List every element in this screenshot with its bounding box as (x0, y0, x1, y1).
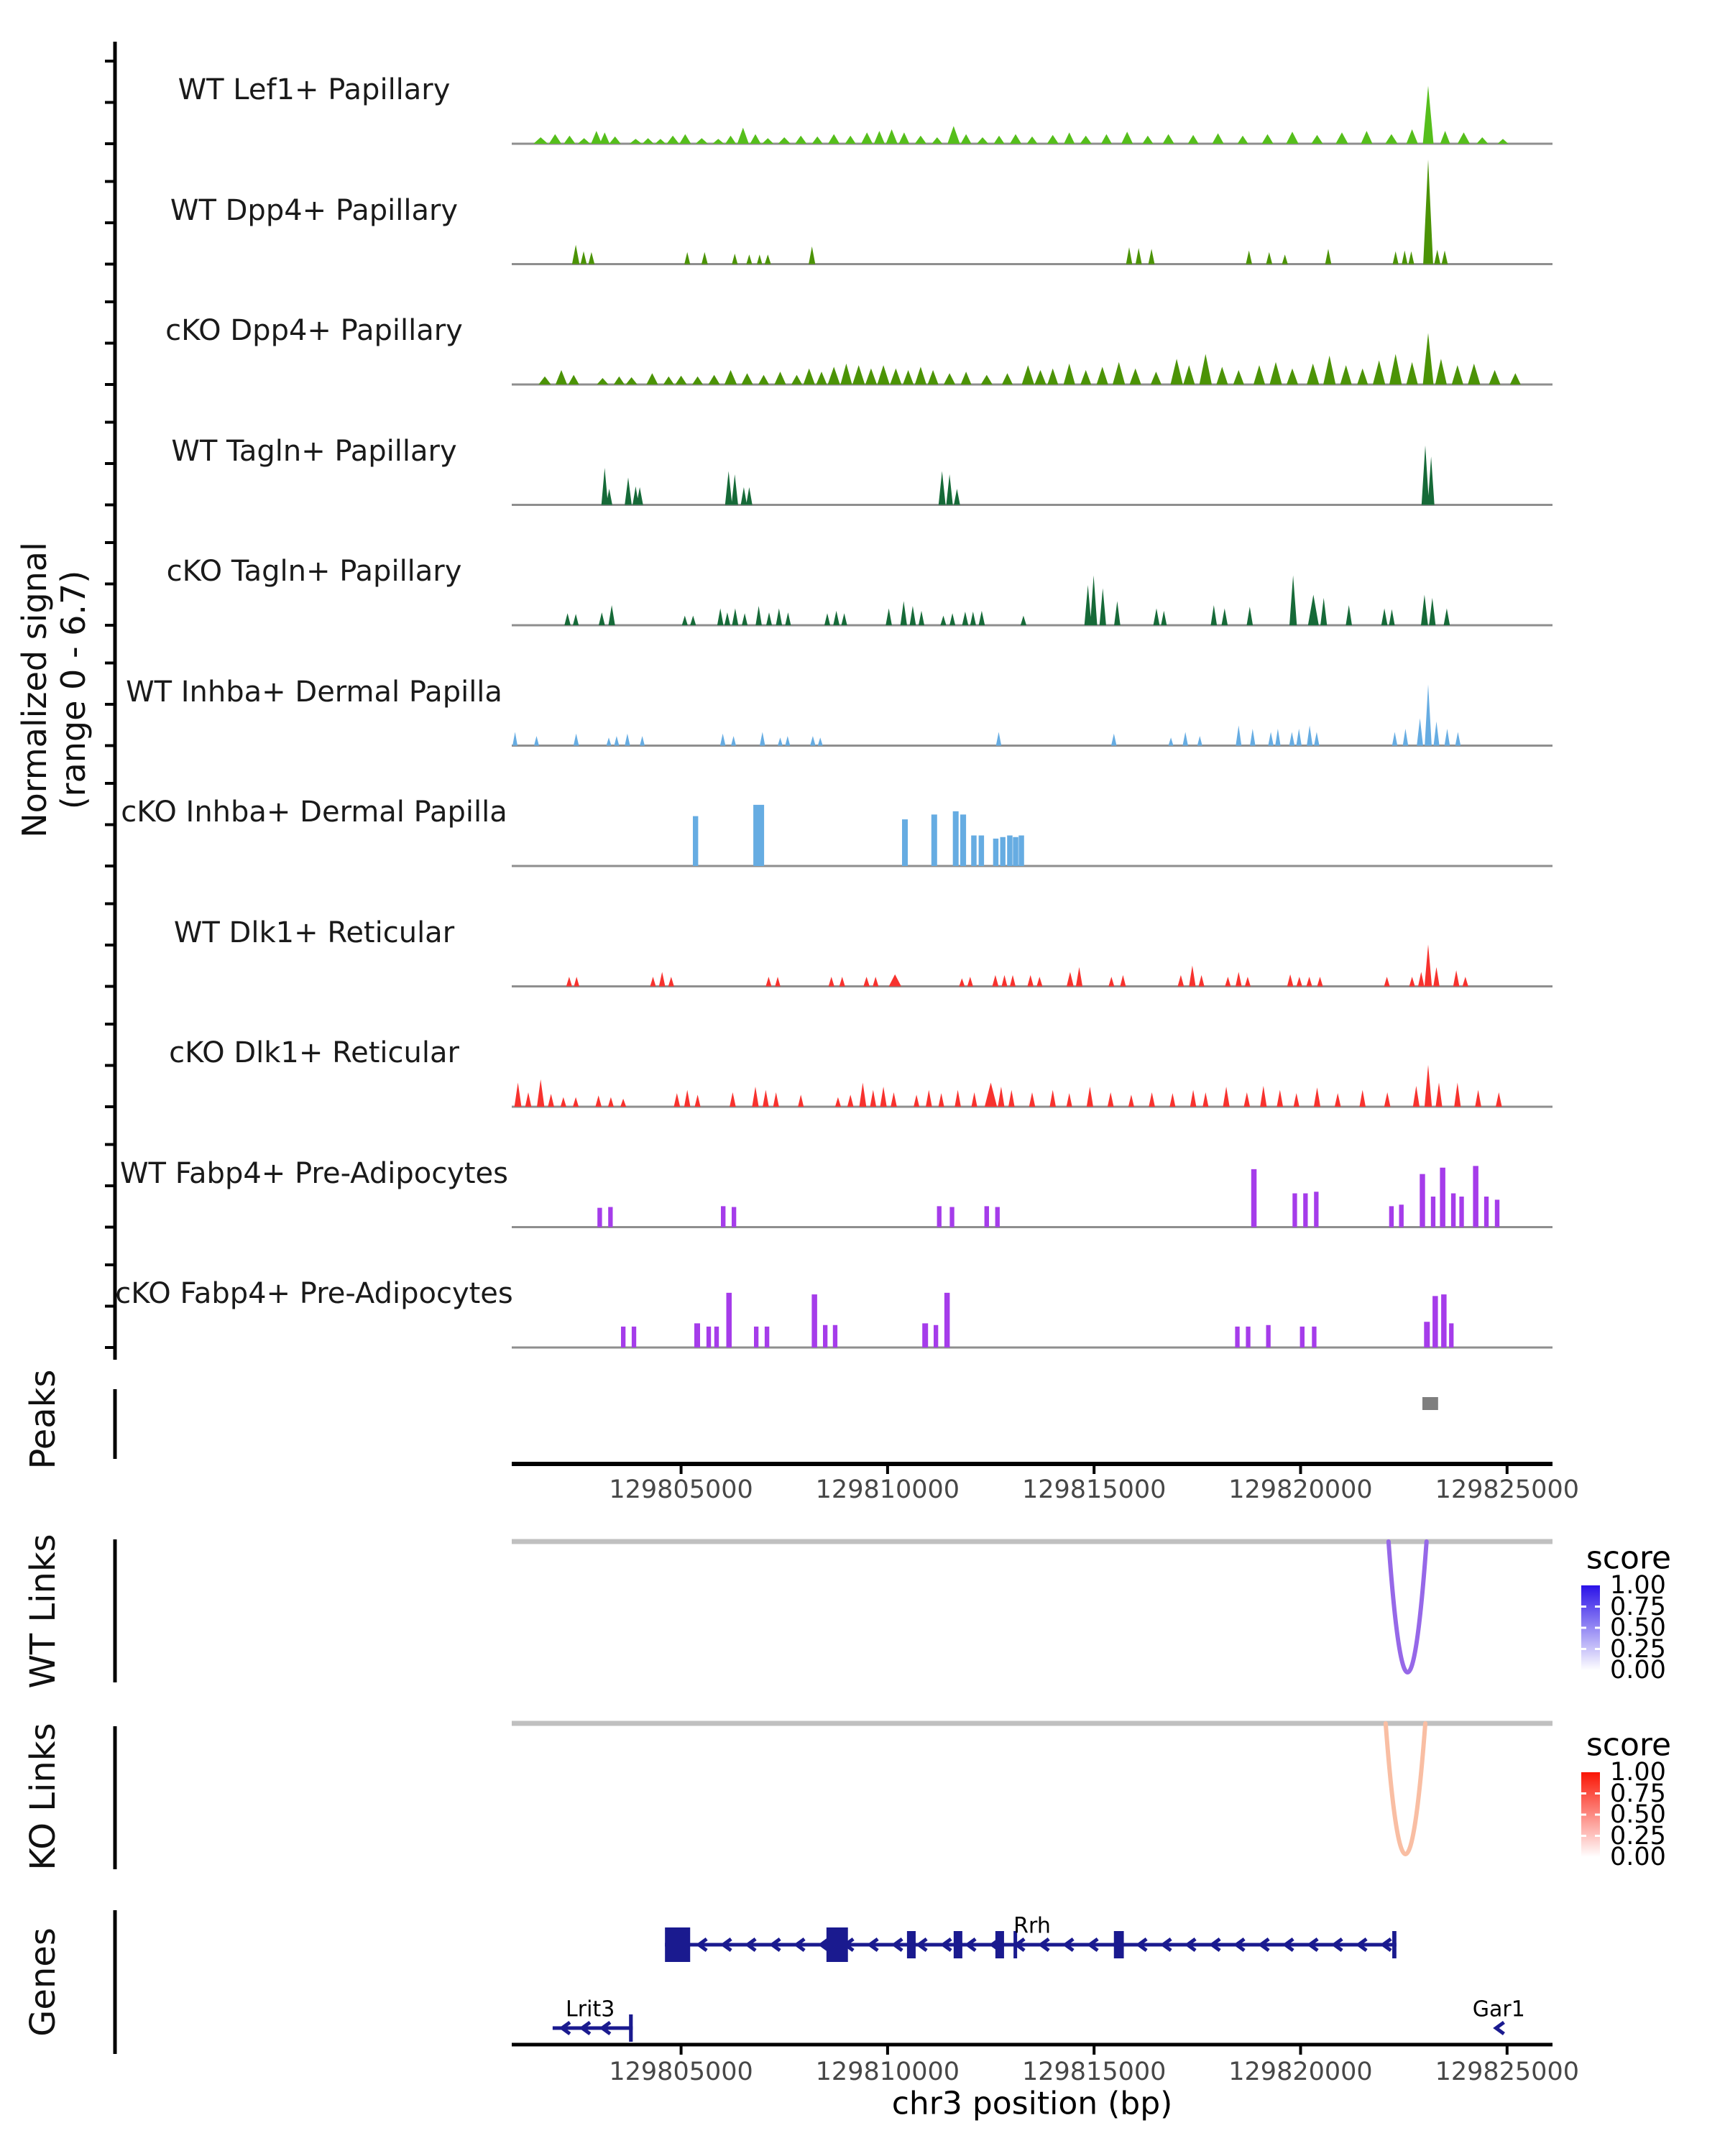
track-signal-wt_dlk1 (566, 944, 1468, 986)
track-label-cko_dpp4: cKO Dpp4+ Papillary (165, 314, 463, 347)
genome-axis-tick-label: 129820000 (1228, 2058, 1373, 2086)
peak-interval (1422, 1397, 1438, 1410)
peaks-axis-tick-label: 129815000 (1021, 1475, 1167, 1504)
wt-score-legend-label: 0.75 (1610, 1592, 1666, 1621)
track-label-cko_inhba: cKO Inhba+ Dermal Papilla (121, 796, 507, 829)
y-axis-title-line2: (range 0 - 6.7) (54, 570, 93, 810)
genome-axis-tick-label: 129810000 (815, 2058, 960, 2086)
wt-score-legend-label: 1.00 (1610, 1571, 1666, 1600)
gene-exon (629, 2014, 632, 2042)
x-axis-title: chr3 position (bp) (891, 2085, 1173, 2122)
genome-axis-tick-label: 129805000 (609, 2058, 753, 2086)
gene-exon (1392, 1931, 1397, 1958)
gene-exon (954, 1931, 962, 1958)
track-signal-cko_inhba (693, 805, 1024, 866)
peaks-axis-tick-label: 129825000 (1435, 1475, 1579, 1504)
track-label-wt_lef1: WT Lef1+ Papillary (178, 73, 451, 106)
gene-exon (665, 1927, 690, 1962)
signal-track-cko_inhba (512, 805, 1552, 866)
signal-track-cko_fabp4 (512, 1293, 1552, 1348)
strand-arrow-left (1496, 2022, 1504, 2034)
ko-score-legend-label: 0.00 (1610, 1843, 1666, 1871)
signal-track-wt_dlk1 (512, 944, 1552, 986)
ko-link-arc (1386, 1723, 1425, 1854)
wt-links-legend-title: score (1586, 1539, 1672, 1577)
section-label-peaks: Peaks (23, 1369, 63, 1470)
genome-axis-tick-label: 129815000 (1021, 2058, 1167, 2086)
ko-score-legend-label: 0.50 (1610, 1800, 1666, 1829)
signal-track-cko_tagln (512, 576, 1552, 625)
y-axis-title-line1: Normalized signal (15, 542, 54, 838)
gene-label-Rrh: Rrh (1013, 1913, 1051, 1939)
gene-model-Gar1 (1496, 2022, 1504, 2034)
track-label-wt_inhba: WT Inhba+ Dermal Papilla (126, 675, 502, 709)
track-signal-wt_tagln (602, 446, 1435, 505)
signal-track-wt_lef1 (512, 86, 1552, 144)
gene-exon (995, 1931, 1004, 1958)
track-label-wt_dlk1: WT Dlk1+ Reticular (173, 916, 455, 949)
track-label-cko_dlk1: cKO Dlk1+ Reticular (169, 1036, 459, 1069)
track-signal-wt_lef1 (533, 86, 1508, 144)
section-label-ko-links: KO Links (23, 1723, 63, 1871)
ko-score-legend-label: 1.00 (1610, 1758, 1666, 1787)
track-signal-cko_fabp4 (621, 1293, 1453, 1348)
wt-score-legend-label: 0.00 (1610, 1656, 1666, 1685)
section-label-genes: Genes (23, 1927, 63, 2037)
track-label-cko_fabp4: cKO Fabp4+ Pre-Adipocytes (115, 1277, 513, 1310)
track-signal-wt_dpp4 (572, 160, 1448, 264)
wt-score-legend-label: 0.50 (1610, 1613, 1666, 1642)
signal-track-wt_inhba (512, 684, 1552, 745)
peaks-axis-tick-label: 129805000 (609, 1475, 753, 1504)
wt-link-arc (1389, 1542, 1427, 1672)
track-signal-wt_fabp4 (597, 1166, 1499, 1227)
signal-track-cko_dpp4 (512, 333, 1552, 384)
signal-track-wt_tagln (512, 446, 1552, 505)
track-label-wt_tagln: WT Tagln+ Papillary (171, 434, 457, 468)
gene-label-Lrit3: Lrit3 (566, 1996, 615, 2022)
ko-score-legend-label: 0.75 (1610, 1779, 1666, 1808)
track-label-cko_tagln: cKO Tagln+ Papillary (166, 555, 462, 588)
peaks-axis-tick-label: 129820000 (1228, 1475, 1373, 1504)
ko-links-legend-title: score (1586, 1726, 1672, 1764)
track-label-wt_fabp4: WT Fabp4+ Pre-Adipocytes (120, 1156, 508, 1190)
track-signal-cko_dlk1 (515, 1065, 1502, 1107)
signal-track-wt_fabp4 (512, 1166, 1552, 1227)
ko-score-legend-label: 0.25 (1610, 1821, 1666, 1851)
track-signal-cko_dpp4 (538, 333, 1521, 384)
gene-exon (907, 1931, 916, 1958)
signal-track-cko_dlk1 (512, 1065, 1552, 1107)
peaks-axis-tick-label: 129810000 (815, 1475, 960, 1504)
signal-track-wt_dpp4 (512, 160, 1552, 264)
wt-score-legend-label: 0.25 (1610, 1634, 1666, 1664)
track-signal-wt_inhba (512, 684, 1460, 745)
genome-axis-tick-label: 129825000 (1435, 2058, 1579, 2086)
section-label-wt-links: WT Links (23, 1534, 63, 1689)
gene-label-Gar1: Gar1 (1472, 1996, 1525, 2022)
track-label-wt_dpp4: WT Dpp4+ Papillary (170, 193, 459, 227)
track-signal-cko_tagln (564, 576, 1450, 625)
